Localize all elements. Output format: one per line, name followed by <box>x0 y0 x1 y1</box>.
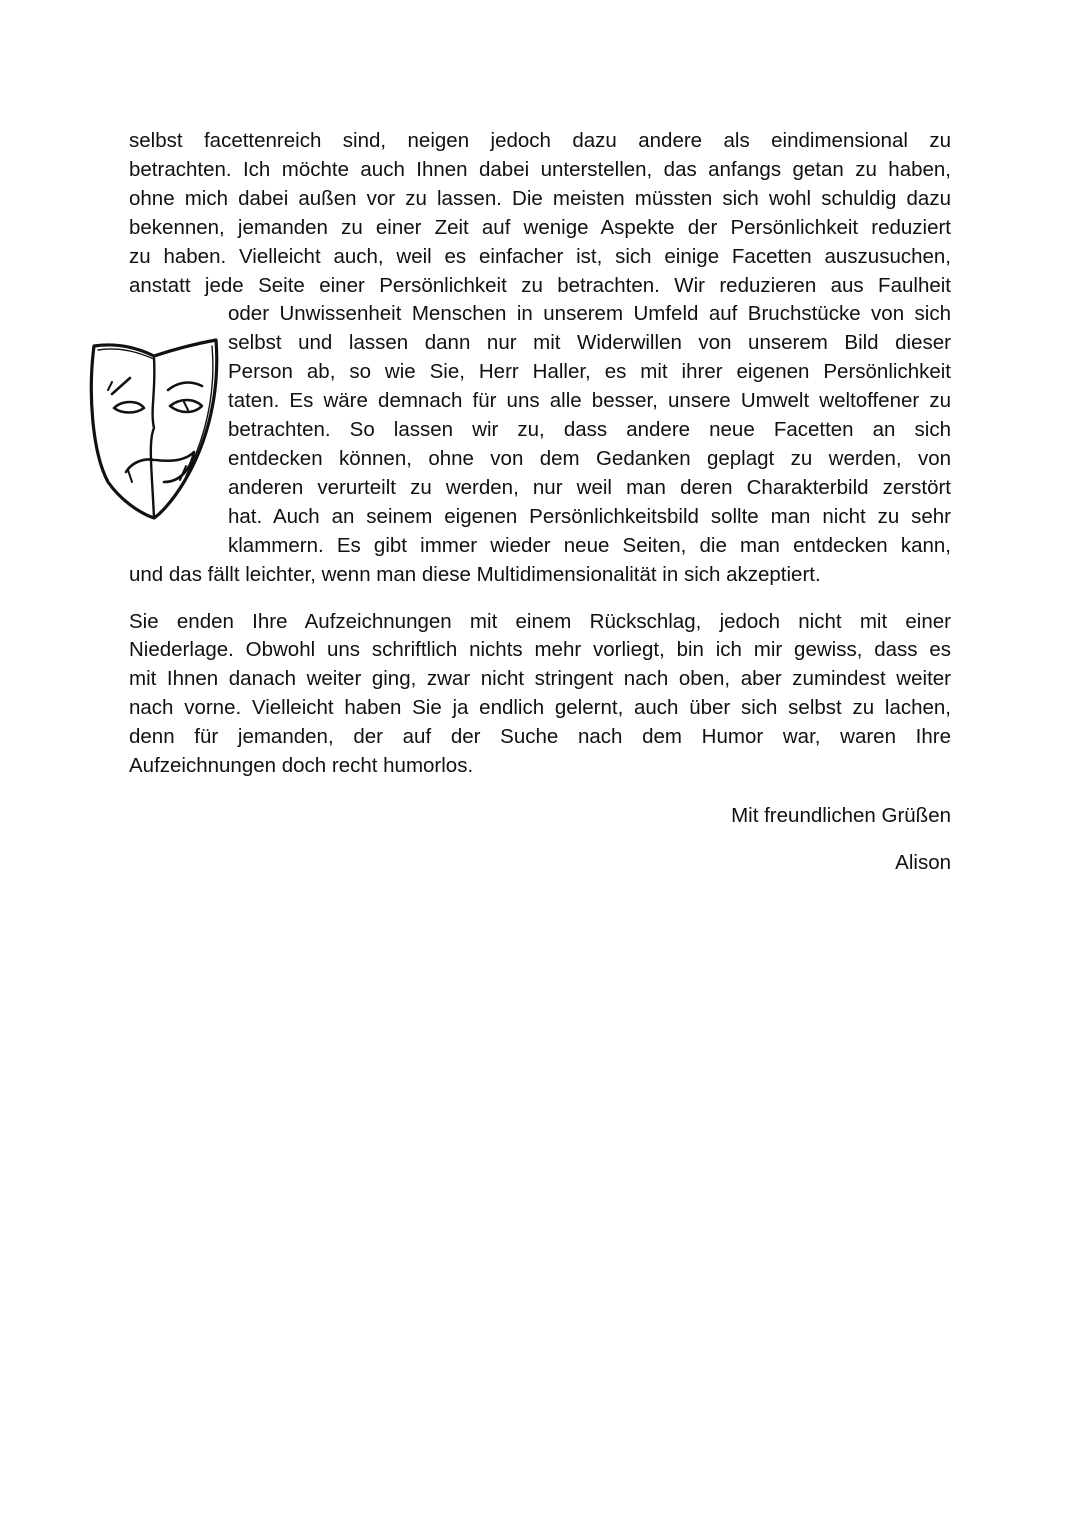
paragraph-2-line: Niederlage. Obwohl uns schriftlich nichts mehr vorliegt, bin ich mir gewiss, dass es <box>129 638 951 662</box>
paragraph-1-line: betrachten. Ich möchte auch Ihnen dabei unterstellen, das anfangs getan zu haben, <box>129 157 951 181</box>
theater-mask-icon <box>82 332 220 522</box>
paragraph-1-line: selbst facettenreich sind, neigen jedoch dazu andere als eindimensional zu <box>129 129 951 152</box>
paragraph-2-line: mit Ihnen danach weiter ging, zwar nicht stringent nach oben, aber zumindest weiter <box>129 667 951 691</box>
paragraph-2-line: denn für jemanden, der auf der Suche nach dem Humor war, waren Ihre <box>129 725 951 749</box>
paragraph-1-line: anderen verurteilt zu werden, nur weil man deren Charakterbild zerstört <box>228 475 951 499</box>
paragraph-1-line: zu haben. Vielleicht auch, weil es einfacher ist, sich einige Facetten auszusuchen, <box>129 244 951 268</box>
paragraph-2-line: Sie enden Ihre Aufzeichnungen mit einem Rückschlag, jedoch nicht mit einer <box>129 609 951 633</box>
paragraph-1-line: oder Unwissenheit Menschen in unserem Umfeld auf Bruchstücke von sich <box>228 302 951 326</box>
paragraph-1-line: entdecken können, ohne von dem Gedanken geplagt zu werden, von <box>228 446 951 470</box>
signature: Alison <box>895 850 951 874</box>
paragraph-2-line: Aufzeichnungen doch recht humorlos. <box>129 754 474 778</box>
paragraph-1-line: und das fällt leichter, wenn man diese Multidimensionalität in sich akzeptiert. <box>129 562 821 586</box>
paragraph-1-line: selbst und lassen dann nur mit Widerwillen von unserem Bild dieser <box>228 331 951 355</box>
closing-greeting: Mit freundlichen Grüßen <box>731 803 951 827</box>
paragraph-1-line: Person ab, so wie Sie, Herr Haller, es mit ihrer eigenen Persönlichkeit <box>228 360 951 384</box>
paragraph-1-line: taten. Es wäre demnach für uns alle besser, unsere Umwelt weltoffener zu <box>228 389 951 413</box>
paragraph-1-line: ohne mich dabei außen vor zu lassen. Die meisten müssten sich wohl schuldig dazu <box>129 186 951 210</box>
paragraph-2 <box>129 608 951 781</box>
paragraph-1 <box>129 127 951 590</box>
letter-body <box>129 127 951 877</box>
mask-drawing <box>91 340 216 518</box>
paragraph-1-line: anstatt jede Seite einer Persönlichkeit zu betrachten. Wir reduzieren aus Faulheit <box>129 273 951 297</box>
paragraph-2-line: nach vorne. Vielleicht haben Sie ja endlich gelernt, auch über sich selbst zu lachen, <box>129 696 951 720</box>
paragraph-1-line: hat. Auch an seinem eigenen Persönlichkeitsbild sollte man nicht zu sehr <box>228 504 951 528</box>
paragraph-1-line: bekennen, jemanden zu einer Zeit auf wenige Aspekte der Persönlichkeit reduziert <box>129 215 951 239</box>
paragraph-1-line: betrachten. So lassen wir zu, dass andere neue Facetten an sich <box>228 418 951 442</box>
paragraph-1-line: klammern. Es gibt immer wieder neue Seiten, die man entdecken kann, <box>228 533 951 557</box>
